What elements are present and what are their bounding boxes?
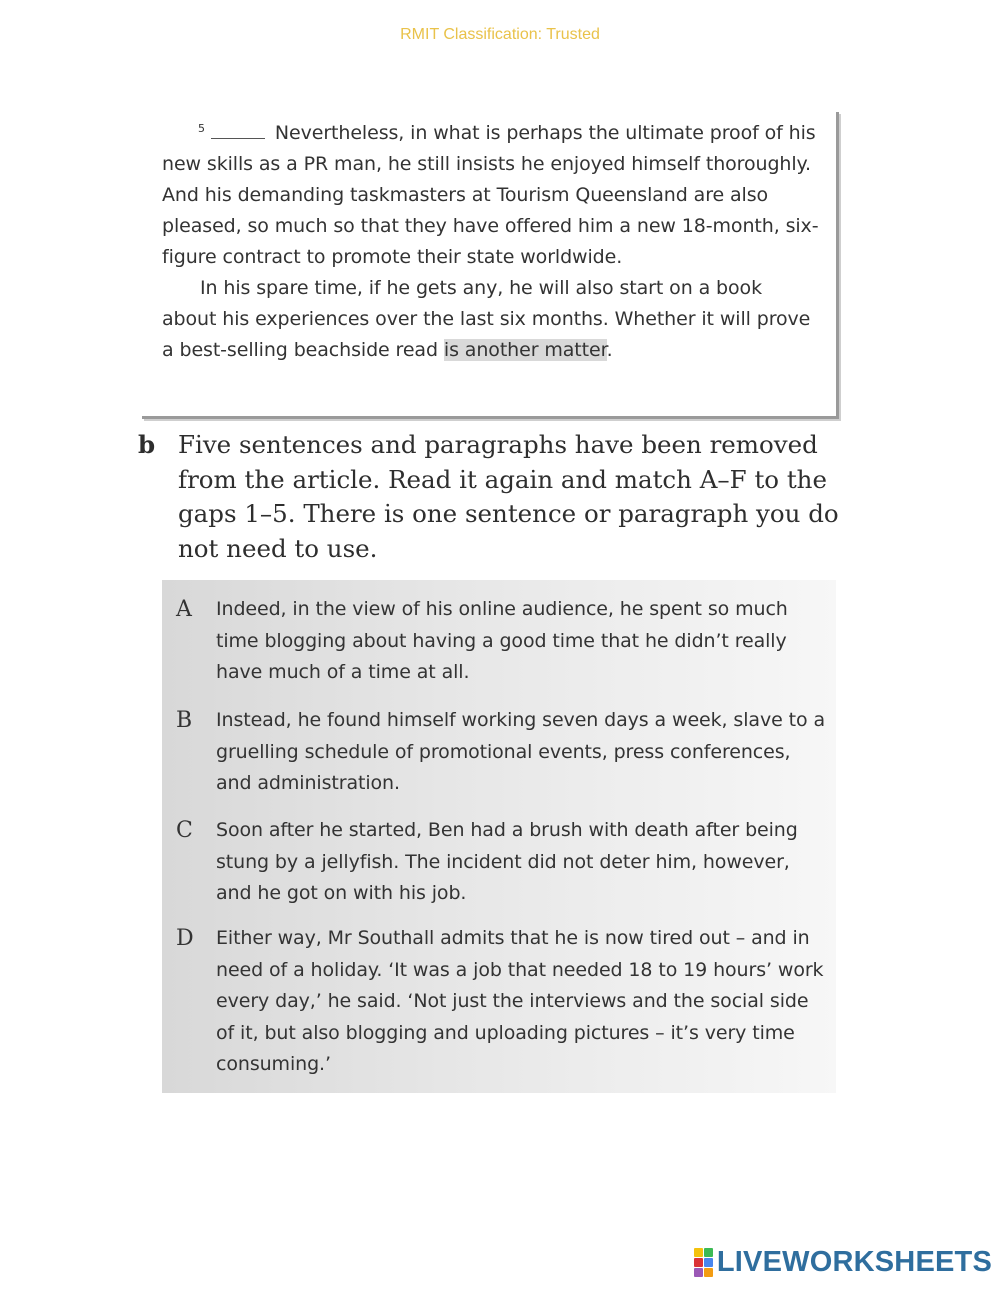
logo-square-icon (694, 1268, 703, 1277)
article-paragraph-2 (162, 273, 822, 366)
liveworksheets-logo (694, 1247, 992, 1277)
logo-square-icon (694, 1258, 703, 1267)
option-text: Instead, he found himself working seven days a week, slave to a gruelling schedule of promotional events, press conferences, and administration. (216, 709, 825, 794)
option-letter: D (176, 926, 194, 951)
article-paragraph-1 (162, 118, 822, 273)
gap-number: 5 (198, 121, 205, 135)
logo-text: LIVEWORKSHEETS (716, 1245, 992, 1278)
article-paragraph-2-text: In his spare time, if he gets any, he will also start on a book about his experiences over the last six months. Whether it will prove a best-selling beachside read (162, 277, 811, 361)
logo-square-icon (704, 1268, 713, 1277)
article-paragraph-2-end: . (606, 339, 613, 361)
option-text: Soon after he started, Ben had a brush with death after being stung by a jellyfish. The incident did not deter him, however, and he got on with his job. (216, 819, 798, 904)
article-excerpt (142, 112, 839, 419)
logo-mark-icon (694, 1248, 713, 1277)
options-panel (162, 580, 836, 1093)
classification-label: RMIT Classification: Trusted (400, 26, 600, 43)
logo-square-icon (704, 1248, 713, 1257)
task-text: Five sentences and paragraphs have been removed from the article. Read it again and match A–F to the gaps 1–5. There is one sentence or paragraph you do not need to use. (178, 430, 839, 563)
option-text: Either way, Mr Southall admits that he is now tired out – and in need of a holiday. ‘It was a job that needed 18 to 19 hours’ work every day,’ he said. ‘Not just the interviews and the social side of it, but also blogging and uploading pictures – it’s very time consuming.’ (216, 927, 824, 1075)
option-letter: B (176, 708, 193, 733)
highlighted-phrase: is another matter (443, 339, 607, 361)
option-letter: A (176, 597, 192, 622)
task-letter: b (138, 430, 156, 459)
option-text: Indeed, in the view of his online audience, he spent so much time blogging about having a good time that he didn’t really have much of a time at all. (216, 598, 788, 683)
article-text (162, 118, 822, 366)
article-paragraph-1-text: Nevertheless, in what is perhaps the ultimate proof of his new skills as a PR man, he still insists he enjoyed himself thoroughly. And his demanding taskmasters at Tourism Queensland are also pleased, so much so that they have offered him a new 18-month, six-figure contract to promote their state worldwide. (162, 122, 819, 268)
logo-square-icon (694, 1248, 703, 1257)
gap-blank (211, 138, 265, 139)
logo-square-icon (704, 1258, 713, 1267)
option-letter: C (176, 818, 193, 843)
